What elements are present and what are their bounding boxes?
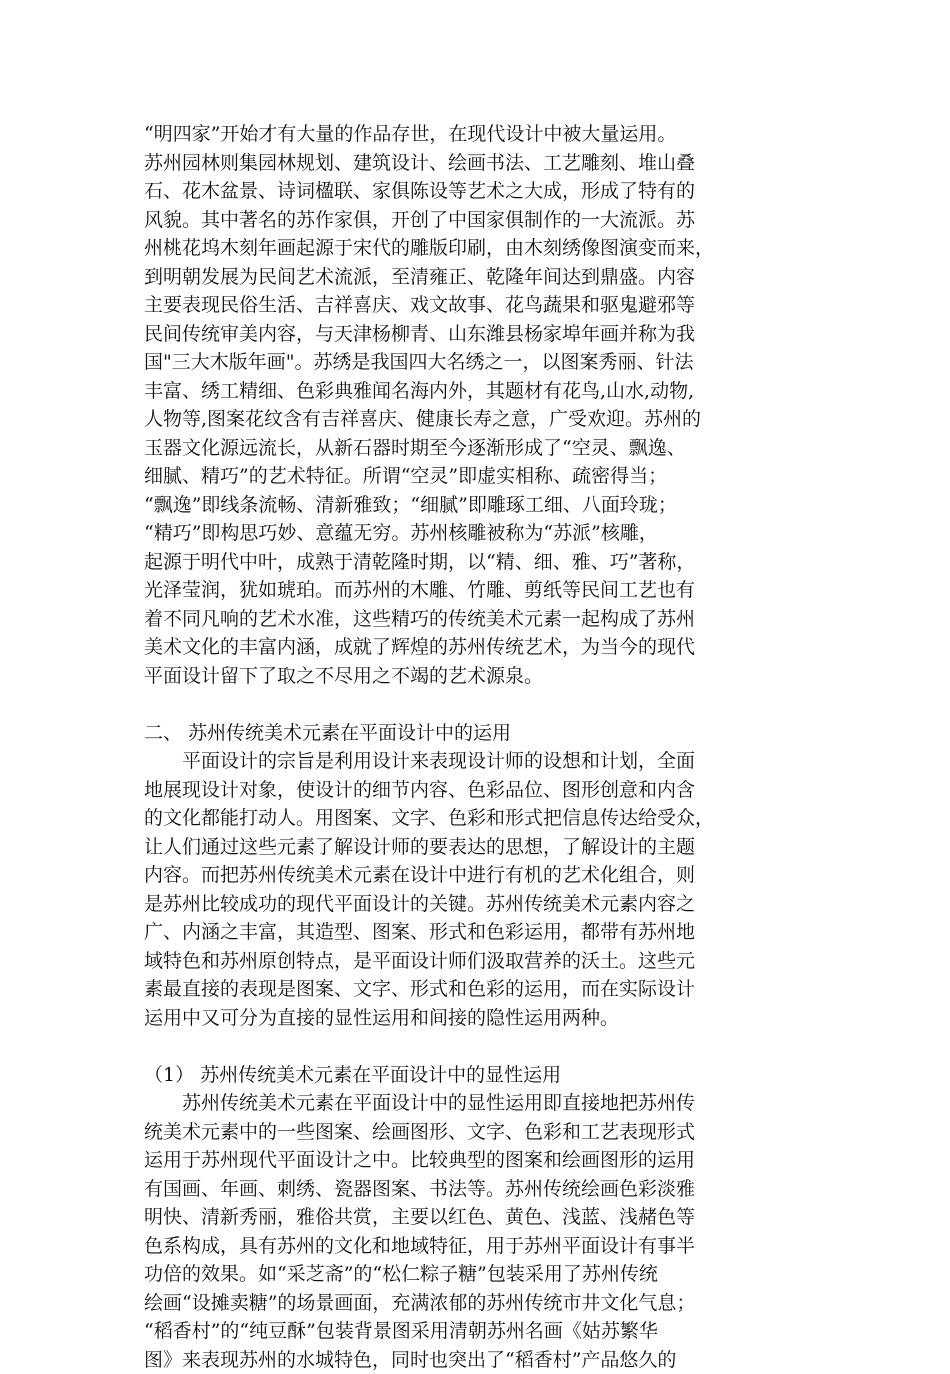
section-2-paragraph <box>144 747 814 1032</box>
text-line: 起源于明代中叶，成熟于清乾隆时期，以“精、细、雅、巧”著称， <box>144 548 814 577</box>
text-line: 让人们通过这些元素了解设计师的要表达的思想，了解设计的主题 <box>144 833 814 862</box>
text-line: 苏州园林则集园林规划、建筑设计、绘画书法、工艺雕刻、堆山叠 <box>144 149 814 178</box>
text-line: 到明朝发展为民间艺术流派，至清雍正、乾隆年间达到鼎盛。内容 <box>144 263 814 292</box>
subsection-1-heading: （1） 苏州传统美术元素在平面设计中的显性运用 <box>144 1061 814 1090</box>
text-line: “稻香村”的“纯豆酥”包装背景图采用清朝苏州名画《姑苏繁华 <box>144 1317 814 1346</box>
document-page <box>144 120 814 1374</box>
text-line: 有国画、年画、刺绣、瓷器图案、书法等。苏州传统绘画色彩淡雅 <box>144 1175 814 1204</box>
text-line: “精巧”即构思巧妙、意蕴无穷。苏州核雕被称为“苏派”核雕， <box>144 519 814 548</box>
text-line: 运用于苏州现代平面设计之中。比较典型的图案和绘画图形的运用 <box>144 1146 814 1175</box>
text-line: 素最直接的表现是图案、文字、形式和色彩的运用，而在实际设计 <box>144 975 814 1004</box>
text-line: 的文化都能打动人。用图案、文字、色彩和形式把信息传达给受众， <box>144 804 814 833</box>
text-line: 主要表现民俗生活、吉祥喜庆、戏文故事、花鸟蔬果和驱鬼避邪等 <box>144 291 814 320</box>
text-line: 绘画“设摊卖糖”的场景画面，充满浓郁的苏州传统市井文化气息； <box>144 1289 814 1318</box>
text-line: 民间传统审美内容，与天津杨柳青、山东潍县杨家埠年画并称为我 <box>144 320 814 349</box>
text-line: 风貌。其中著名的苏作家俱，开创了中国家俱制作的一大流派。苏 <box>144 206 814 235</box>
section-2-heading: 二、 苏州传统美术元素在平面设计中的运用 <box>144 719 814 748</box>
blank-line <box>144 1032 814 1061</box>
text-line: 人物等,图案花纹含有吉祥喜庆、健康长寿之意，广受欢迎。苏州的 <box>144 405 814 434</box>
text-line: 州桃花坞木刻年画起源于宋代的雕版印刷，由木刻绣像图演变而来， <box>144 234 814 263</box>
text-line: 广、内涵之丰富，其造型、图案、形式和色彩运用，都带有苏州地 <box>144 918 814 947</box>
text-line: 内容。而把苏州传统美术元素在设计中进行有机的艺术化组合，则 <box>144 861 814 890</box>
text-line: 统美术元素中的一些图案、绘画图形、文字、色彩和工艺表现形式 <box>144 1118 814 1147</box>
blank-line <box>144 690 814 719</box>
text-line: “明四家”开始才有大量的作品存世，在现代设计中被大量运用。 <box>144 120 814 149</box>
text-line: 功倍的效果。如“采芝斋”的“松仁粽子糖”包装采用了苏州传统 <box>144 1260 814 1289</box>
text-line: 明快、清新秀丽，雅俗共赏，主要以红色、黄色、浅蓝、浅赭色等 <box>144 1203 814 1232</box>
text-line: 苏州传统美术元素在平面设计中的显性运用即直接地把苏州传 <box>144 1089 814 1118</box>
text-line: 运用中又可分为直接的显性运用和间接的隐性运用两种。 <box>144 1004 814 1033</box>
text-line: 色系构成，具有苏州的文化和地域特征，用于苏州平面设计有事半 <box>144 1232 814 1261</box>
text-line: 着不同凡响的艺术水准，这些精巧的传统美术元素一起构成了苏州 <box>144 605 814 634</box>
text-line: 图》来表现苏州的水城特色，同时也突出了“稻香村”产品悠久的 <box>144 1346 814 1374</box>
text-line: “飘逸”即线条流畅、清新雅致；“细腻”即雕琢工细、八面玲珑； <box>144 491 814 520</box>
text-line: 域特色和苏州原创特点，是平面设计师们汲取营养的沃土。这些元 <box>144 947 814 976</box>
text-line: 细腻、精巧”的艺术特征。所谓“空灵”即虚实相称、疏密得当； <box>144 462 814 491</box>
subsection-1-paragraph <box>144 1089 814 1374</box>
text-line: 美术文化的丰富内涵，成就了辉煌的苏州传统艺术，为当今的现代 <box>144 633 814 662</box>
text-line: 丰富、绣工精细、色彩典雅闻名海内外，其题材有花鸟,山水,动物, <box>144 377 814 406</box>
text-line: 平面设计留下了取之不尽用之不竭的艺术源泉。 <box>144 662 814 691</box>
text-line: 地展现设计对象，使设计的细节内容、色彩品位、图形创意和内含 <box>144 776 814 805</box>
text-line: 是苏州比较成功的现代平面设计的关键。苏州传统美术元素内容之 <box>144 890 814 919</box>
text-line: 国"三大木版年画"。苏绣是我国四大名绣之一，以图案秀丽、针法 <box>144 348 814 377</box>
text-line: 石、花木盆景、诗词楹联、家俱陈设等艺术之大成，形成了特有的 <box>144 177 814 206</box>
text-line: 平面设计的宗旨是利用设计来表现设计师的设想和计划，全面 <box>144 747 814 776</box>
text-line: 玉器文化源远流长，从新石器时期至今逐渐形成了“空灵、飘逸、 <box>144 434 814 463</box>
paragraph-1 <box>144 120 814 690</box>
text-line: 光泽莹润，犹如琥珀。而苏州的木雕、竹雕、剪纸等民间工艺也有 <box>144 576 814 605</box>
